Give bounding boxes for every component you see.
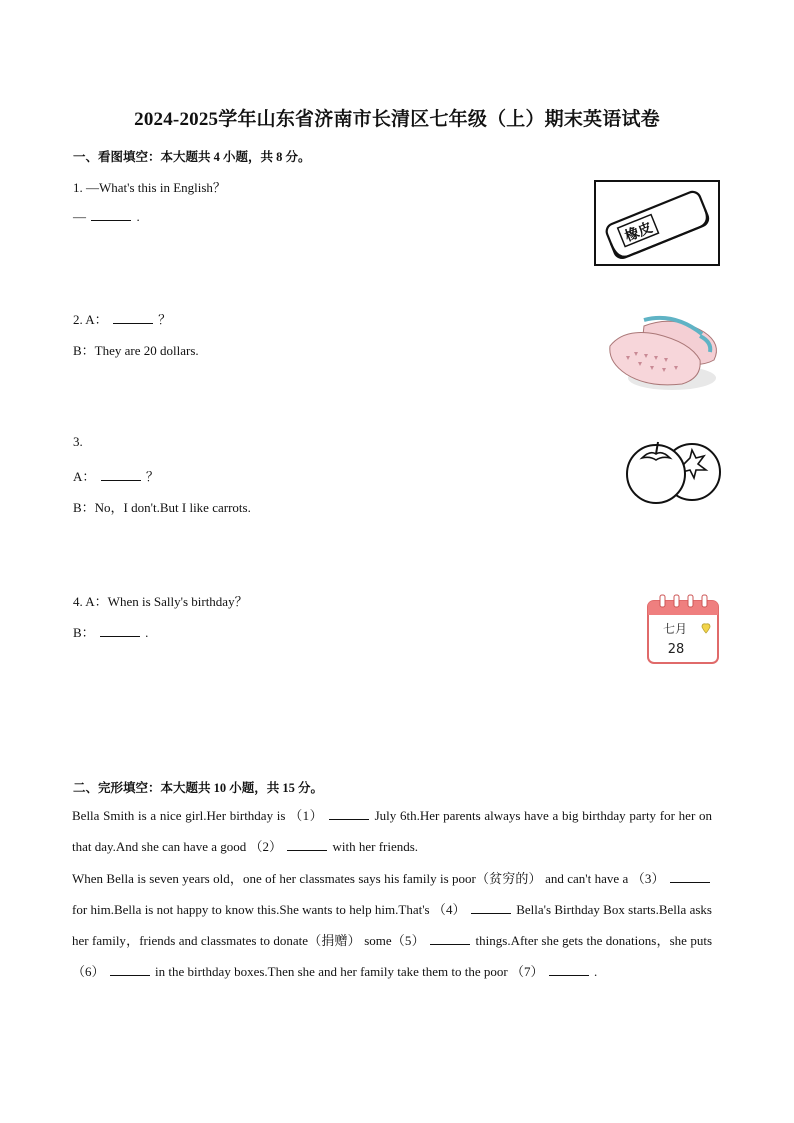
cloze-blank-7[interactable] — [549, 964, 589, 976]
q1-tail: . — [136, 209, 140, 224]
q2-question-line — [73, 309, 171, 328]
q4-tail: . — [145, 625, 149, 640]
q2-suffix: ？ — [158, 312, 172, 327]
q4-answer-line — [73, 622, 148, 641]
cloze-paragraph-2 — [72, 863, 712, 987]
q2-answer-blank[interactable] — [113, 312, 153, 324]
cloze-text: with her friends. — [332, 839, 419, 854]
section-1-heading: 一、看图填空：本大题共 4 小题，共 8 分。 — [73, 150, 311, 164]
shoes-picture — [604, 308, 724, 394]
q3-question-line — [73, 466, 159, 485]
cloze-text: things.After she gets the donations，she puts （6） — [72, 933, 713, 979]
q3-number: 3. — [73, 434, 83, 449]
cloze-blank-5[interactable] — [430, 933, 470, 945]
q4-answer-blank[interactable] — [100, 625, 140, 637]
q3-answer-blank[interactable] — [101, 469, 141, 481]
q1-answer-blank[interactable] — [91, 209, 131, 221]
cloze-text: Bella's Birthday Box starts.Bella asks her family，friends and classmates to donate（捐赠） some（5） — [72, 902, 712, 948]
cloze-blank-1[interactable] — [329, 808, 369, 820]
cloze-blank-4[interactable] — [471, 902, 511, 914]
cloze-text: Bella Smith is a nice girl.Her birthday is （1） — [72, 808, 324, 823]
q2-prefix: 2. A： — [73, 312, 108, 327]
calendar-month: 七月 — [662, 622, 688, 636]
q1-answer-line — [73, 209, 140, 225]
cloze-blank-3[interactable] — [670, 871, 710, 883]
cloze-text: in the birthday boxes.Then she and her family take them to the poor （7） — [155, 964, 544, 979]
eraser-label: 橡皮 — [622, 219, 655, 246]
cloze-text: for him.Bella is not happy to know this.She wants to help him.That's （4） — [72, 902, 466, 917]
q2-response: B：They are 20 dollars. — [73, 343, 199, 358]
cloze-paragraph-1 — [72, 800, 712, 862]
section-2-heading: 二、完形填空：本大题共 10 小题，共 15 分。 — [73, 781, 324, 795]
q3-response: B：No，I don't.But I like carrots. — [73, 500, 251, 515]
cloze-text: . — [593, 964, 598, 979]
calendar-day: 28 — [667, 642, 685, 657]
q4-question: 4. A：When is Sally's birthday？ — [73, 594, 248, 609]
calendar-picture — [646, 593, 720, 665]
q3-prefix: A： — [73, 469, 96, 484]
cloze-text: July 6th.Her parents always have a big birthday party for her on that day.And she can have a good （2） — [72, 808, 712, 854]
q1-dash: — — [73, 209, 86, 224]
q1-question: 1. —What's this in English？ — [73, 180, 226, 195]
cloze-blank-2[interactable] — [287, 839, 327, 851]
q3-suffix: ？ — [145, 469, 159, 484]
tomatoes-picture — [624, 434, 724, 506]
page-title: 2024-2025学年山东省济南市长清区七年级（上）期末英语试卷 — [134, 109, 660, 130]
q4-prefix: B： — [73, 625, 95, 640]
cloze-text: When Bella is seven years old，one of her classmates says his family is poor（贫穷的） and can't have a （3） — [72, 871, 665, 886]
eraser-picture — [594, 180, 720, 266]
cloze-blank-6[interactable] — [110, 964, 150, 976]
